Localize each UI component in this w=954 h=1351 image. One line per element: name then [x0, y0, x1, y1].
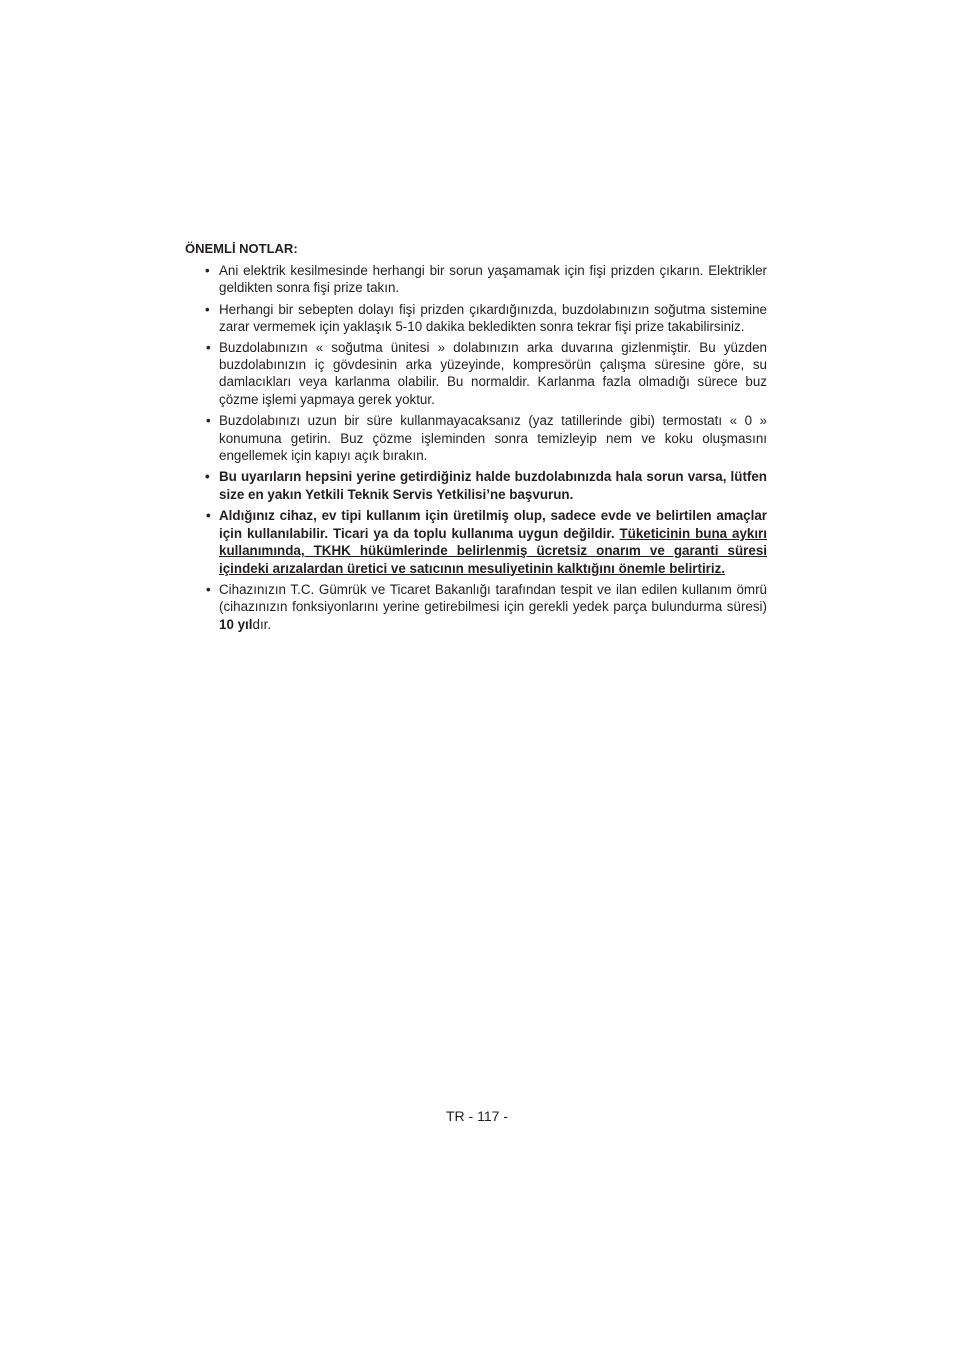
note-text: Buzdolabınızı uzun bir süre kullanmayacaksanız (yaz tatillerinde gibi) termostatı « 0 » konumuna getirin. Buz çözme işleminden sonra temizleyip nem ve koku oluşmasını engellemek için kapıyı açık bırakın. [219, 413, 767, 464]
note-unplug-wait [185, 301, 767, 336]
note-text-suffix: dır. [252, 616, 272, 632]
bullet-icon: • [206, 339, 211, 355]
note-long-absence [185, 412, 767, 464]
note-service-contact [185, 468, 767, 503]
bullet-icon: • [206, 413, 211, 429]
note-text: Buzdolabınızın « soğutma ünitesi » dolabınızın arka duvarına gizlenmiştir. Bu yüzden buzdolabınızın iç gövdesinin arka yüzeyinde, kompresörün çalışma süresine göre, su damlacıkları veya karlanma olabilir. Bu normaldir. Karlanma fazla olmadığı sürece buz çözme işlemi yapmaya gerek yoktur. [219, 339, 767, 407]
bullet-icon: • [206, 581, 211, 597]
note-text: Cihazınızın T.C. Gümrük ve Ticaret Bakanlığı tarafından tespit ve ilan edilen kullanım ömrü (cihazınızın fonksiyonlarını yerine getirebilmesi için gerekli yedek parça bulundurma süresi) [219, 581, 767, 615]
notes-list [185, 262, 767, 633]
note-power-outage [185, 262, 767, 297]
bullet-icon: • [206, 508, 211, 524]
note-text: Bu uyarıların hepsini yerine getirdiğiniz halde buzdolabınızda hala sorun varsa, lütfen size en yakın Yetkili Teknik Servis Yetkilisi’ne başvurun. [219, 469, 767, 502]
note-household-use [185, 507, 767, 577]
note-text-bold: Aldığınız cihaz, ev tipi kullanım için üretilmiş olup, sadece evde ve belirtilen amaçlar için kullanılabilir. Ticari ya da toplu kullanıma uygun değildir. [219, 508, 767, 541]
note-text-warranty-warning: Tüketicinin buna aykırı kullanımında, TKHK hükümlerinde belirlenmiş ücretsiz onarım ve garanti süresi içindeki arızalardan üretici ve satıcının mesuliyetinin kalktığını önemle belirtiriz. [219, 525, 767, 576]
note-cooling-unit [185, 339, 767, 409]
bullet-icon: • [205, 301, 210, 317]
bullet-icon: • [205, 263, 210, 278]
note-service-life [185, 581, 767, 633]
bullet-icon: • [205, 469, 210, 485]
important-notes-section [185, 240, 767, 637]
page-number: TR - 117 - [446, 1108, 508, 1124]
service-life-value: 10 yıl [219, 616, 253, 632]
note-text: Ani elektrik kesilmesinde herhangi bir sorun yaşamamak için fişi prizden çıkarın. Elektrikler geldikten sonra fişi prize takın. [219, 263, 767, 296]
note-text: Herhangi bir sebepten dolayı fişi prizden çıkardığınızda, buzdolabınızın soğutma sistemine zarar vermemek için yaklaşık 5-10 dakika bekledikten sonra tekrar fişi prize takabilirsiniz. [219, 301, 767, 335]
section-title: ÖNEMLİ NOTLAR: [185, 241, 298, 256]
